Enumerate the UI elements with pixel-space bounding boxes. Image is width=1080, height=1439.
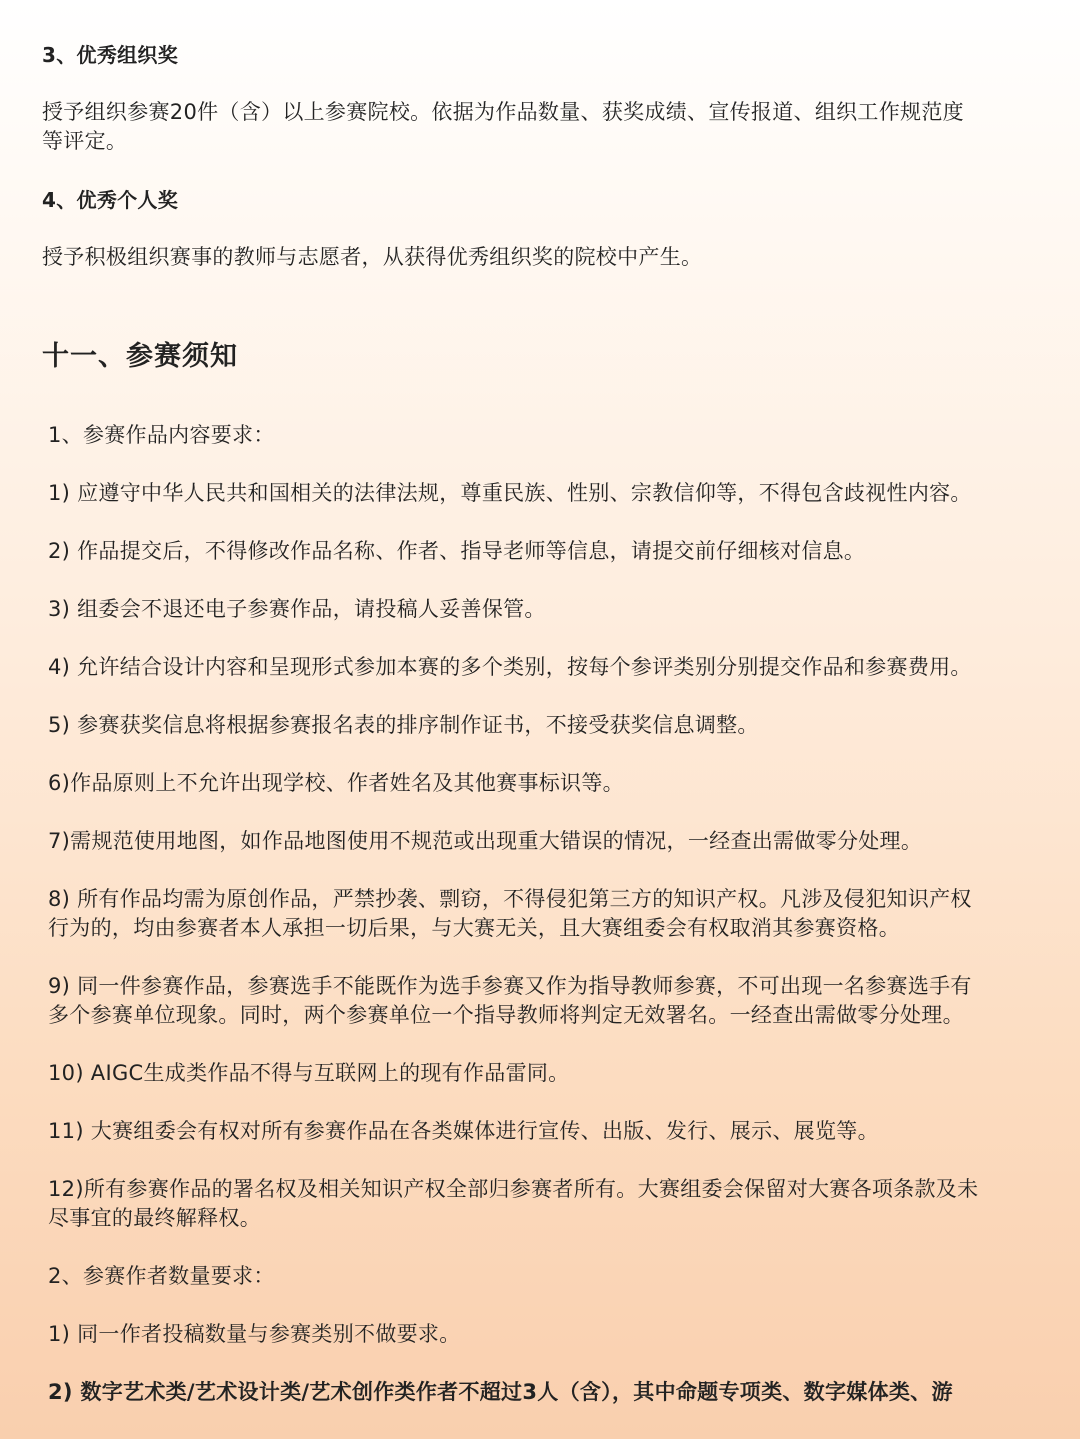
requirement-item: 4) 允许结合设计内容和呈现形式参加本赛的多个类别，按每个参评类别分别提交作品和参赛费用。 (48, 655, 972, 679)
requirement-item: 7)需规范使用地图，如作品地图使用不规范或出现重大错误的情况，一经查出需做零分处理。 (48, 829, 923, 853)
requirement-item: 1) 应遵守中华人民共和国相关的法律法规，尊重民族、性别、宗教信仰等，不得包含歧视性内容。 (48, 481, 972, 505)
award4-heading: 4、优秀个人奖 (42, 188, 179, 212)
requirement-item: 5) 参赛获奖信息将根据参赛报名表的排序制作证书，不接受获奖信息调整。 (48, 713, 759, 737)
requirement-item: 6)作品原则上不允许出现学校、作者姓名及其他赛事标识等。 (48, 771, 624, 795)
award3-text-line2: 等评定。 (42, 129, 128, 153)
requirement-item: 10) AIGC生成类作品不得与互联网上的现有作品雷同。 (48, 1061, 570, 1085)
requirement-item: 2) 作品提交后，不得修改作品名称、作者、指导老师等信息，请提交前仔细核对信息。 (48, 539, 866, 563)
section-title: 十一、参赛须知 (42, 341, 238, 372)
award3-heading: 3、优秀组织奖 (42, 43, 179, 67)
requirement-item: 12)所有参赛作品的署名权及相关知识产权全部归参赛者所有。大赛组委会保留对大赛各项条款及未 (48, 1177, 979, 1201)
requirement-1-heading: 1、参赛作品内容要求： (48, 423, 275, 447)
requirement-item: 1) 同一作者投稿数量与参赛类别不做要求。 (48, 1322, 461, 1346)
requirement-item: 3) 组委会不退还电子参赛作品，请投稿人妥善保管。 (48, 597, 546, 621)
requirement-item-bold: 2) 数字艺术类/艺术设计类/艺术创作类作者不超过3人（含），其中命题专项类、数字媒体类、游 (48, 1380, 953, 1404)
requirement-item: 行为的，均由参赛者本人承担一切后果，与大赛无关，且大赛组委会有权取消其参赛资格。 (48, 916, 900, 940)
award3-text-line1: 授予组织参赛20件（含）以上参赛院校。依据为作品数量、获奖成绩、宣传报道、组织工作规范度 (42, 100, 964, 124)
requirement-item: 11) 大赛组委会有权对所有参赛作品在各类媒体进行宣传、出版、发行、展示、展览等。 (48, 1119, 879, 1143)
requirement-2-heading: 2、参赛作者数量要求： (48, 1264, 275, 1288)
requirement-item: 多个参赛单位现象。同时，两个参赛单位一个指导教师将判定无效署名。一经查出需做零分处理。 (48, 1003, 964, 1027)
requirement-item: 9) 同一件参赛作品，参赛选手不能既作为选手参赛又作为指导教师参赛，不可出现一名参赛选手有 (48, 974, 972, 998)
requirement-item: 8) 所有作品均需为原创作品，严禁抄袭、剽窃，不得侵犯第三方的知识产权。凡涉及侵犯知识产权 (48, 887, 972, 911)
award4-text-line1: 授予积极组织赛事的教师与志愿者，从获得优秀组织奖的院校中产生。 (42, 245, 703, 269)
requirement-item: 尽事宜的最终解释权。 (48, 1206, 261, 1230)
